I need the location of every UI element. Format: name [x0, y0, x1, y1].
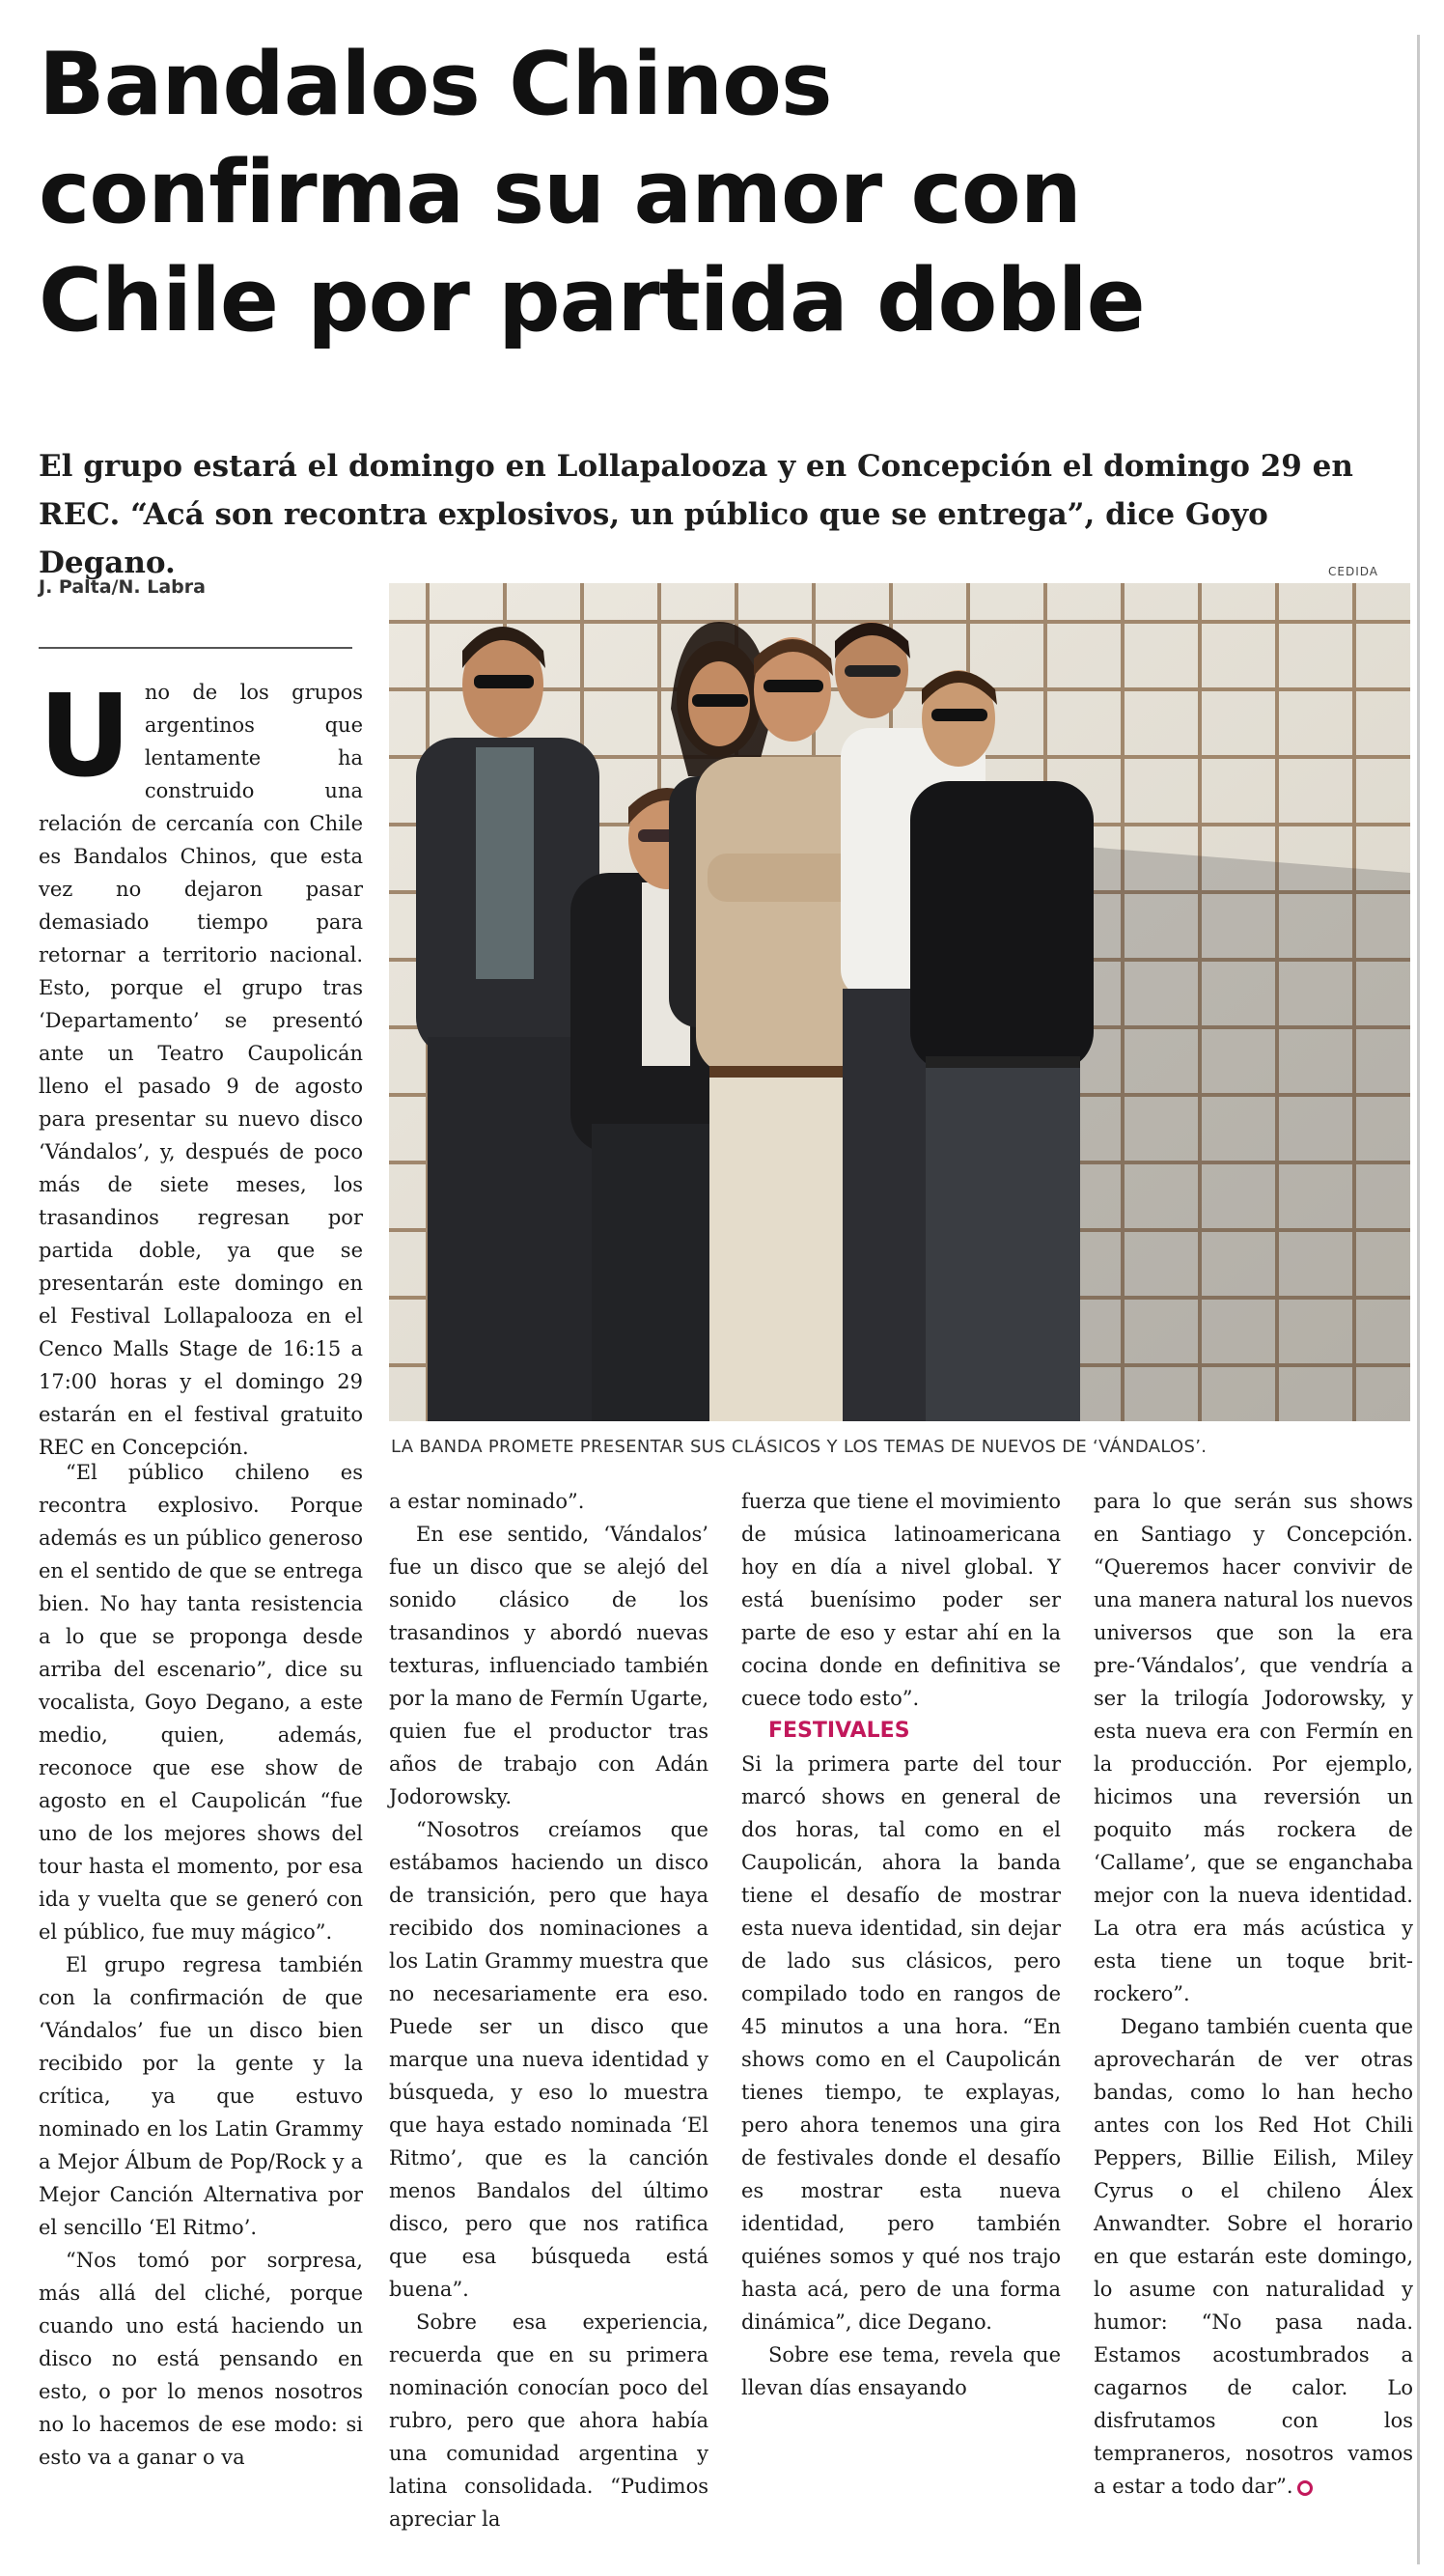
paragraph: “Nos tomó por sorpresa, más allá del cliché, porque cuando uno está haciendo un disco no está pensando en esto, o por lo menos nosotros no lo hacemos de ese modo: si esto va a ganar o va [39, 2249, 363, 2469]
paragraph: Sobre esa experiencia, recuerda que en su primera nominación conocían poco del rubro, pero que ahora había una comunidad argentina y latina consolidada. “Pudimos apreciar la [389, 2310, 708, 2531]
paragraph: Sobre ese tema, revela que llevan días ensayando [741, 2343, 1061, 2399]
photo-caption: LA BANDA PROMETE PRESENTAR SUS CLÁSICOS Y LOS TEMAS DE NUEVOS DE ‘VÁNDALOS’. [391, 1437, 1208, 1457]
paragraph-continuation: fuerza que tiene el movimiento de música latinoamericana hoy en día a nivel global. Y está buenísimo poder ser parte de eso y estar ahí en la cocina donde en definitiva se cuece todo esto”. [741, 1490, 1061, 1710]
paragraph-continuation: para lo que serán sus shows en Santiago y Concepción. “Queremos hacer convivir de una manera natural los nuevos universos que son la era pre-‘Vándalos’, que vendría a ser la trilogía Jodorowsky, y esta nueva era con Fermín en la producción. Por ejemplo, hicimos una reversión un poquito más rockera de ‘Callame’, que se enganchaba mejor con la nueva identidad. La otra era más acústica y esta tiene un toque brit-rockero”. [1094, 1490, 1413, 2005]
section-heading: FESTIVALES [768, 1719, 910, 1743]
circle-end-icon [1297, 2480, 1313, 2496]
paragraph-continuation: a estar nominado”. [389, 1490, 585, 1513]
paragraph: “El público chileno es recontra explosivo. Porque además es un público generoso en el sentido de que se entrega bien. No hay tanta resistencia a lo que se proponga desde arriba del escenario”, dice su vocalista, Goyo Degano, a este medio, quien, además, reconoce que ese show de agosto en el Caupolicán “fue uno de los mejores shows del tour hasta el momento, por esa ida y vuelta que se generó con el público, fue muy mágico”. [39, 1461, 363, 1944]
headline-line-2: confirma su amor con [39, 142, 1081, 243]
paragraph [1094, 2010, 1413, 2503]
headline-line-1: Bandalos Chinos [39, 34, 832, 135]
column-2 [389, 1485, 708, 2535]
band-photo [389, 583, 1410, 1421]
column-1 [39, 1456, 363, 2474]
band-member-6 [910, 670, 1094, 1421]
closing-text: Degano también cuenta que aprovecharán de ver otras bandas, como lo han hecho antes con los Red Hot Chili Peppers, Billie Eilish, Miley Cyrus o el chileno Álex Anwandter. Sobre el horario en que estarán este domingo, lo asume con naturalidad y humor: “No pasa nada. Estamos acostumbrados a cagarnos de calor. Lo disfrutamos con los tempraneros, nosotros vamos a estar a todo dar”. [1094, 2015, 1413, 2498]
headline [39, 31, 1390, 355]
photo-credit: CEDIDA [1328, 565, 1378, 578]
lead-paragraph [39, 669, 363, 1464]
deck-subtitle: El grupo estará el domingo en Lollapalooza y en Concepción el domingo 29 en REC. “Acá son recontra explosivos, un público que se entrega”, dice Goyo Degano. [39, 449, 1353, 580]
paragraph: Si la primera parte del tour marcó shows en general de dos horas, tal como en el Caupolicán, ahora la banda tiene el desafío de mostrar esta nueva identidad, sin dejar de lado sus clásicos, pero compilado todo en rangos de 45 minutos a una hora. “En shows como en el Caupolicán tienes tiempo, te explayas, pero ahora tenemos una gira de festivales donde el desafío es mostrar esta nueva identidad, pero también quiénes somos y qué nos trajo hasta acá, pero de una forma dinámica”, dice Degano. [741, 1752, 1061, 2334]
byline-divider [39, 647, 352, 649]
paragraph: “Nosotros creíamos que estábamos haciendo un disco de transición, pero que haya recibido dos nominaciones a los Latin Grammy muestra que no necesariamente era eso. Puede ser un disco que marque una nueva identidad y búsqueda, y eso lo muestra que haya estado nominada ‘El Ritmo’, que es la canción menos Bandalos del último disco, pero que nos ratifica que esa búsqueda está buena”. [389, 1818, 708, 2301]
drop-cap: U [39, 669, 131, 802]
column-divider [1417, 35, 1420, 2564]
paragraph: El grupo regresa también con la confirmación de que ‘Vándalos’ fue un disco bien recibido por la gente y la crítica, ya que estuvo nominado en los Latin Grammy a Mejor Álbum de Pop/Rock y a Mejor Canción Alternativa por el sencillo ‘El Ritmo’. [39, 1953, 363, 2239]
byline: J. Palta/N. Labra [39, 576, 206, 598]
lead-text: no de los grupos argentinos que lentamente ha construido una relación de cercanía con Chile es Bandalos Chinos, que esta vez no dejaron pasar demasiado tiempo para retornar a territorio nacional. Esto, porque el grupo tras ‘Departamento’ se presentó ante un Teatro Caupolicán lleno el pasado 9 de agosto para presentar su nuevo disco ‘Vándalos’, y, después de poco más de siete meses, los trasandinos regresan por partida doble, ya que se presentarán este domingo en el Festival Lollapalooza en el Cenco Malls Stage de 16:15 a 17:00 horas y el domingo 29 estarán en el festival gratuito REC en Concepción. [39, 681, 363, 1459]
headline-line-3: Chile por partida doble [39, 250, 1145, 351]
paragraph: En ese sentido, ‘Vándalos’ fue un disco que se alejó del sonido clásico de los trasandinos y abordó nuevas texturas, influenciado también por la mano de Fermín Ugarte, quien fue el productor tras años de trabajo con Adán Jodorowsky. [389, 1523, 708, 1808]
column-4 [1094, 1485, 1413, 2503]
column-3 [741, 1485, 1061, 2404]
